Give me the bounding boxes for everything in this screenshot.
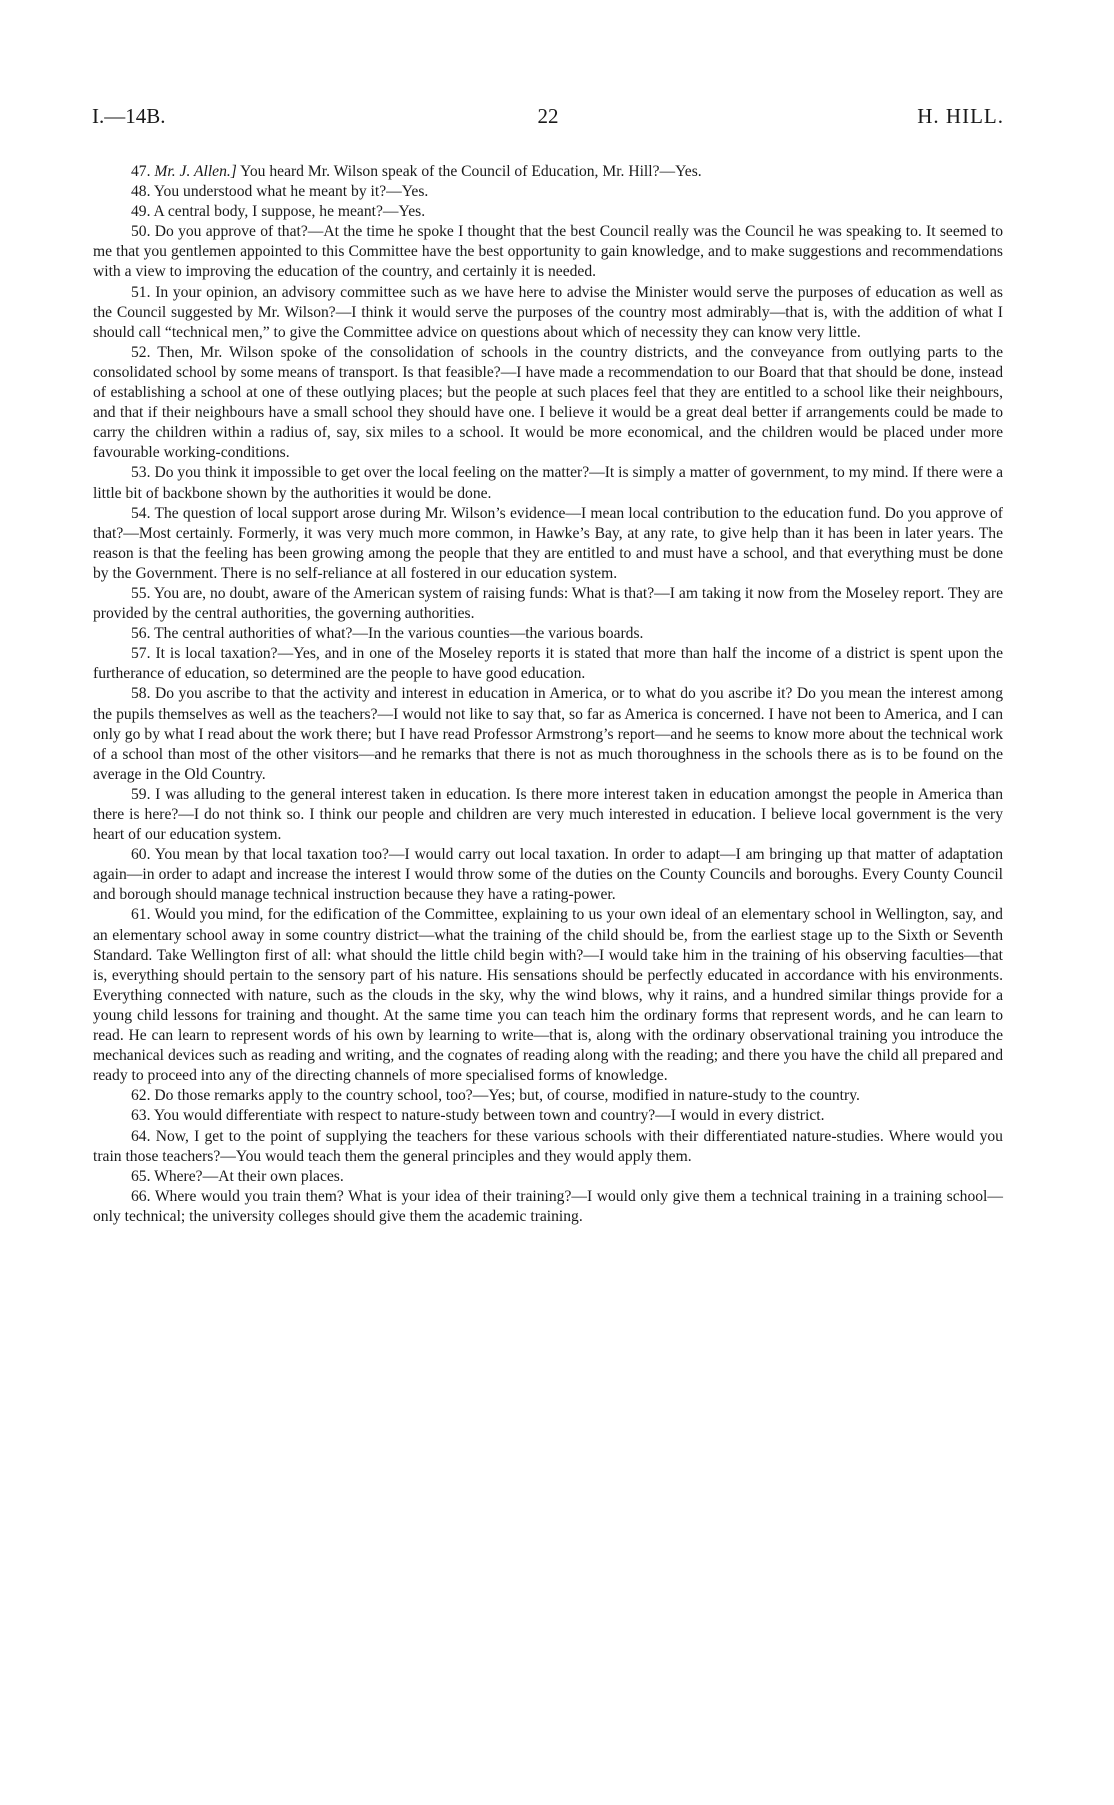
- paragraph-50: [93, 222, 1003, 282]
- paragraph-number: 59.: [131, 785, 151, 803]
- speaker-name: Mr. J. Allen.]: [154, 163, 237, 180]
- paragraph-66: [93, 1187, 1003, 1227]
- paragraph-59: [93, 785, 1003, 845]
- paragraph-number: 61.: [131, 906, 151, 924]
- paragraph-number: 56.: [131, 625, 151, 643]
- paragraph-text: Do you approve of that?—At the time he spoke I thought that the best Council really was the Council he was speaking to. It seemed to me that you gentlemen appointed to this Committee have the best opportunity to gain knowledge, and to make suggestions and recommendations with a view to improving the education of the country, and certainly it is needed.: [93, 223, 1003, 281]
- paragraph-number: 47.: [131, 163, 151, 180]
- paragraph-text: Now, I get to the point of supplying the teachers for these various schools with their differentiated nature-studies. Where would you train those teachers?—You would teach them the general principles and they would apply them.: [93, 1127, 1003, 1165]
- paragraph-54: [93, 504, 1003, 584]
- paragraph-text: I was alluding to the general interest taken in education. Is there more interest taken in education amongst the people in America than there is here?—I do not think so. I think our people and children are very much interested in education. I believe local government is the very heart of our education system.: [93, 785, 1003, 844]
- page-number: 22: [537, 104, 559, 128]
- paragraph-text: It is local taxation?—Yes, and in one of the Moseley reports it is stated that more than half the income of a district is spent upon the furtherance of education, so determined are the people to have good education.: [93, 645, 1003, 683]
- paragraph-number: 62.: [131, 1087, 151, 1105]
- paragraph-number: 64.: [131, 1127, 151, 1145]
- paragraph-number: 65.: [131, 1167, 151, 1185]
- witness-name: H. HILL.: [917, 104, 1004, 128]
- paragraph-62: [93, 1086, 1003, 1106]
- paragraph-number: 49.: [131, 203, 151, 221]
- paragraph-48: [93, 182, 1003, 202]
- paragraph-55: [93, 584, 1003, 624]
- paragraph-text: A central body, I suppose, he meant?—Yes.: [153, 203, 426, 221]
- paragraph-56: [93, 624, 1003, 644]
- paragraph-text: You understood what he meant by it?—Yes.: [153, 183, 429, 201]
- paragraph-number: 63.: [131, 1107, 151, 1125]
- paragraph-number: 53.: [131, 464, 151, 482]
- paragraph-58: [93, 684, 1003, 784]
- paragraph-number: 66.: [131, 1187, 151, 1205]
- paragraph-number: 57.: [131, 645, 151, 663]
- paragraph-text: Would you mind, for the edification of the Committee, explaining to us your own ideal of an elementary school in Wellington, say, and an elementary school away in some country district—what the training of the child should be, from the earliest stage up to the Sixth or Seventh Standard. Take Wellington first of all: what should the little child begin with?—I would take him in the training of his observing faculties—that is, everything should pertain to the sensory part of his nature. His sensations should be perfectly educated in accordance with his environments. Everything connected with nature, such as the clouds in the sky, why the wind blows, why it rains, and a hundred similar things provide for a young child lessons for training and thought. At the same time you can teach him the ordinary forms that represent words, and he can learn to read. He can learn to represent words of his own by learning to write—that is, along with the ordinary observational training you introduce the mechanical devices such as reading and writing, and the cognates of reading along with the reading; and there you have the child all prepared and ready to proceed into any of the directing channels of more specialised forms of knowledge.: [93, 906, 1003, 1085]
- paragraph-51: [93, 283, 1003, 343]
- paragraph-number: 54.: [131, 504, 151, 522]
- document-body: [93, 162, 1003, 1227]
- paragraph-text: In your opinion, an advisory committee such as we have here to advise the Minister would serve the purposes of education as well as the Council suggested by Mr. Wilson?—I think it would serve the purposes of the country most admirably—that is, with the addition of what I should call “technical men,” to give the Committee advice on questions about which of necessity they can know very little.: [93, 283, 1003, 341]
- paragraph-number: 60.: [131, 846, 151, 864]
- paragraph-number: 52.: [131, 343, 151, 361]
- paragraph-text: You would differentiate with respect to nature-study between town and country?—I would in every district.: [153, 1107, 825, 1125]
- paragraph-63: [93, 1106, 1003, 1126]
- paragraph-text: Do you think it impossible to get over the local feeling on the matter?—It is simply a matter of government, to my mind. If there were a little bit of backbone shown by the authorities it would be done.: [93, 464, 1003, 502]
- paragraph-60: [93, 845, 1003, 905]
- paragraph-number: 50.: [131, 223, 151, 241]
- paragraph-text: Do you ascribe to that the activity and interest in education in America, or to what do you ascribe it? Do you mean the interest among the pupils themselves as well as the teachers?—I would not like to say that, so far as America is concerned. I have not been to America, and I can only go by what I read about the work there; but I have read Professor Armstrong’s report—and he seems to know more about the technical work of a school than most of the other visitors—and he remarks that there is not as much thoroughness in the schools there as is to be found on the average in the Old Country.: [93, 685, 1003, 783]
- page-header: [92, 104, 1004, 128]
- document-reference: I.—14B.: [92, 104, 166, 128]
- paragraph-61: [93, 905, 1003, 1086]
- paragraph-number: 58.: [131, 685, 151, 703]
- paragraph-text: Where would you train them? What is your idea of their training?—I would only give them a technical training in a training school—only technical; the university colleges should give them the academic training.: [93, 1187, 1003, 1225]
- paragraph-text: Where?—At their own places.: [154, 1167, 344, 1185]
- paragraph-number: 48.: [131, 183, 151, 201]
- paragraph-number: 51.: [131, 283, 151, 301]
- paragraph-49: [93, 202, 1003, 222]
- paragraph-52: [93, 343, 1003, 464]
- paragraph-text: Do those remarks apply to the country school, too?—Yes; but, of course, modified in nature-study to the country.: [154, 1087, 860, 1105]
- paragraph-text: The question of local support arose during Mr. Wilson’s evidence—I mean local contribution to the education fund. Do you approve of that?—Most certainly. Formerly, it was very much more common, in Hawke’s Bay, at any rate, to give help than it has been in later years. The reason is that the feeling has been growing among the people that they are entitled to and must have a school, and that everything must be done by the Government. There is no self-reliance at all fostered in our education system.: [93, 504, 1003, 582]
- paragraph-57: [93, 644, 1003, 684]
- paragraph-text: You are, no doubt, aware of the American system of raising funds: What is that?—I am taking it now from the Moseley report. They are provided by the central authorities, the governing authorities.: [93, 584, 1003, 623]
- paragraph-53: [93, 463, 1003, 503]
- paragraph-text: Then, Mr. Wilson spoke of the consolidation of schools in the country districts, and the conveyance from outlying parts to the consolidated school by some means of transport. Is that feasible?—I have made a recommendation to our Board that that should be done, instead of establishing a school at one of these outlying places; but the people at such places feel that they are entitled to a school like their neighbours, and that if their neighbours have a small school they should have one. I believe it would be a great deal better if arrangements could be made to carry the children within a radius of, say, six miles to a school. It would be more economical, and the children would be placed under more favourable working-conditions.: [93, 343, 1004, 462]
- paragraph-text: You heard Mr. Wilson speak of the Council of Education, Mr. Hill?—Yes.: [236, 163, 702, 180]
- paragraph-number: 55.: [131, 584, 151, 602]
- paragraph-text: The central authorities of what?—In the various counties—the various boards.: [154, 625, 644, 643]
- paragraph-65: [93, 1167, 1003, 1187]
- paragraph-47: [93, 162, 1003, 182]
- paragraph-64: [93, 1127, 1003, 1167]
- paragraph-text: You mean by that local taxation too?—I would carry out local taxation. In order to adapt—I am bringing up that matter of adaptation again—in order to adapt and increase the interest I would throw some of the duties on the County Councils and boroughs. Every County Council and borough should manage technical instruction because they have a rating-power.: [93, 846, 1003, 904]
